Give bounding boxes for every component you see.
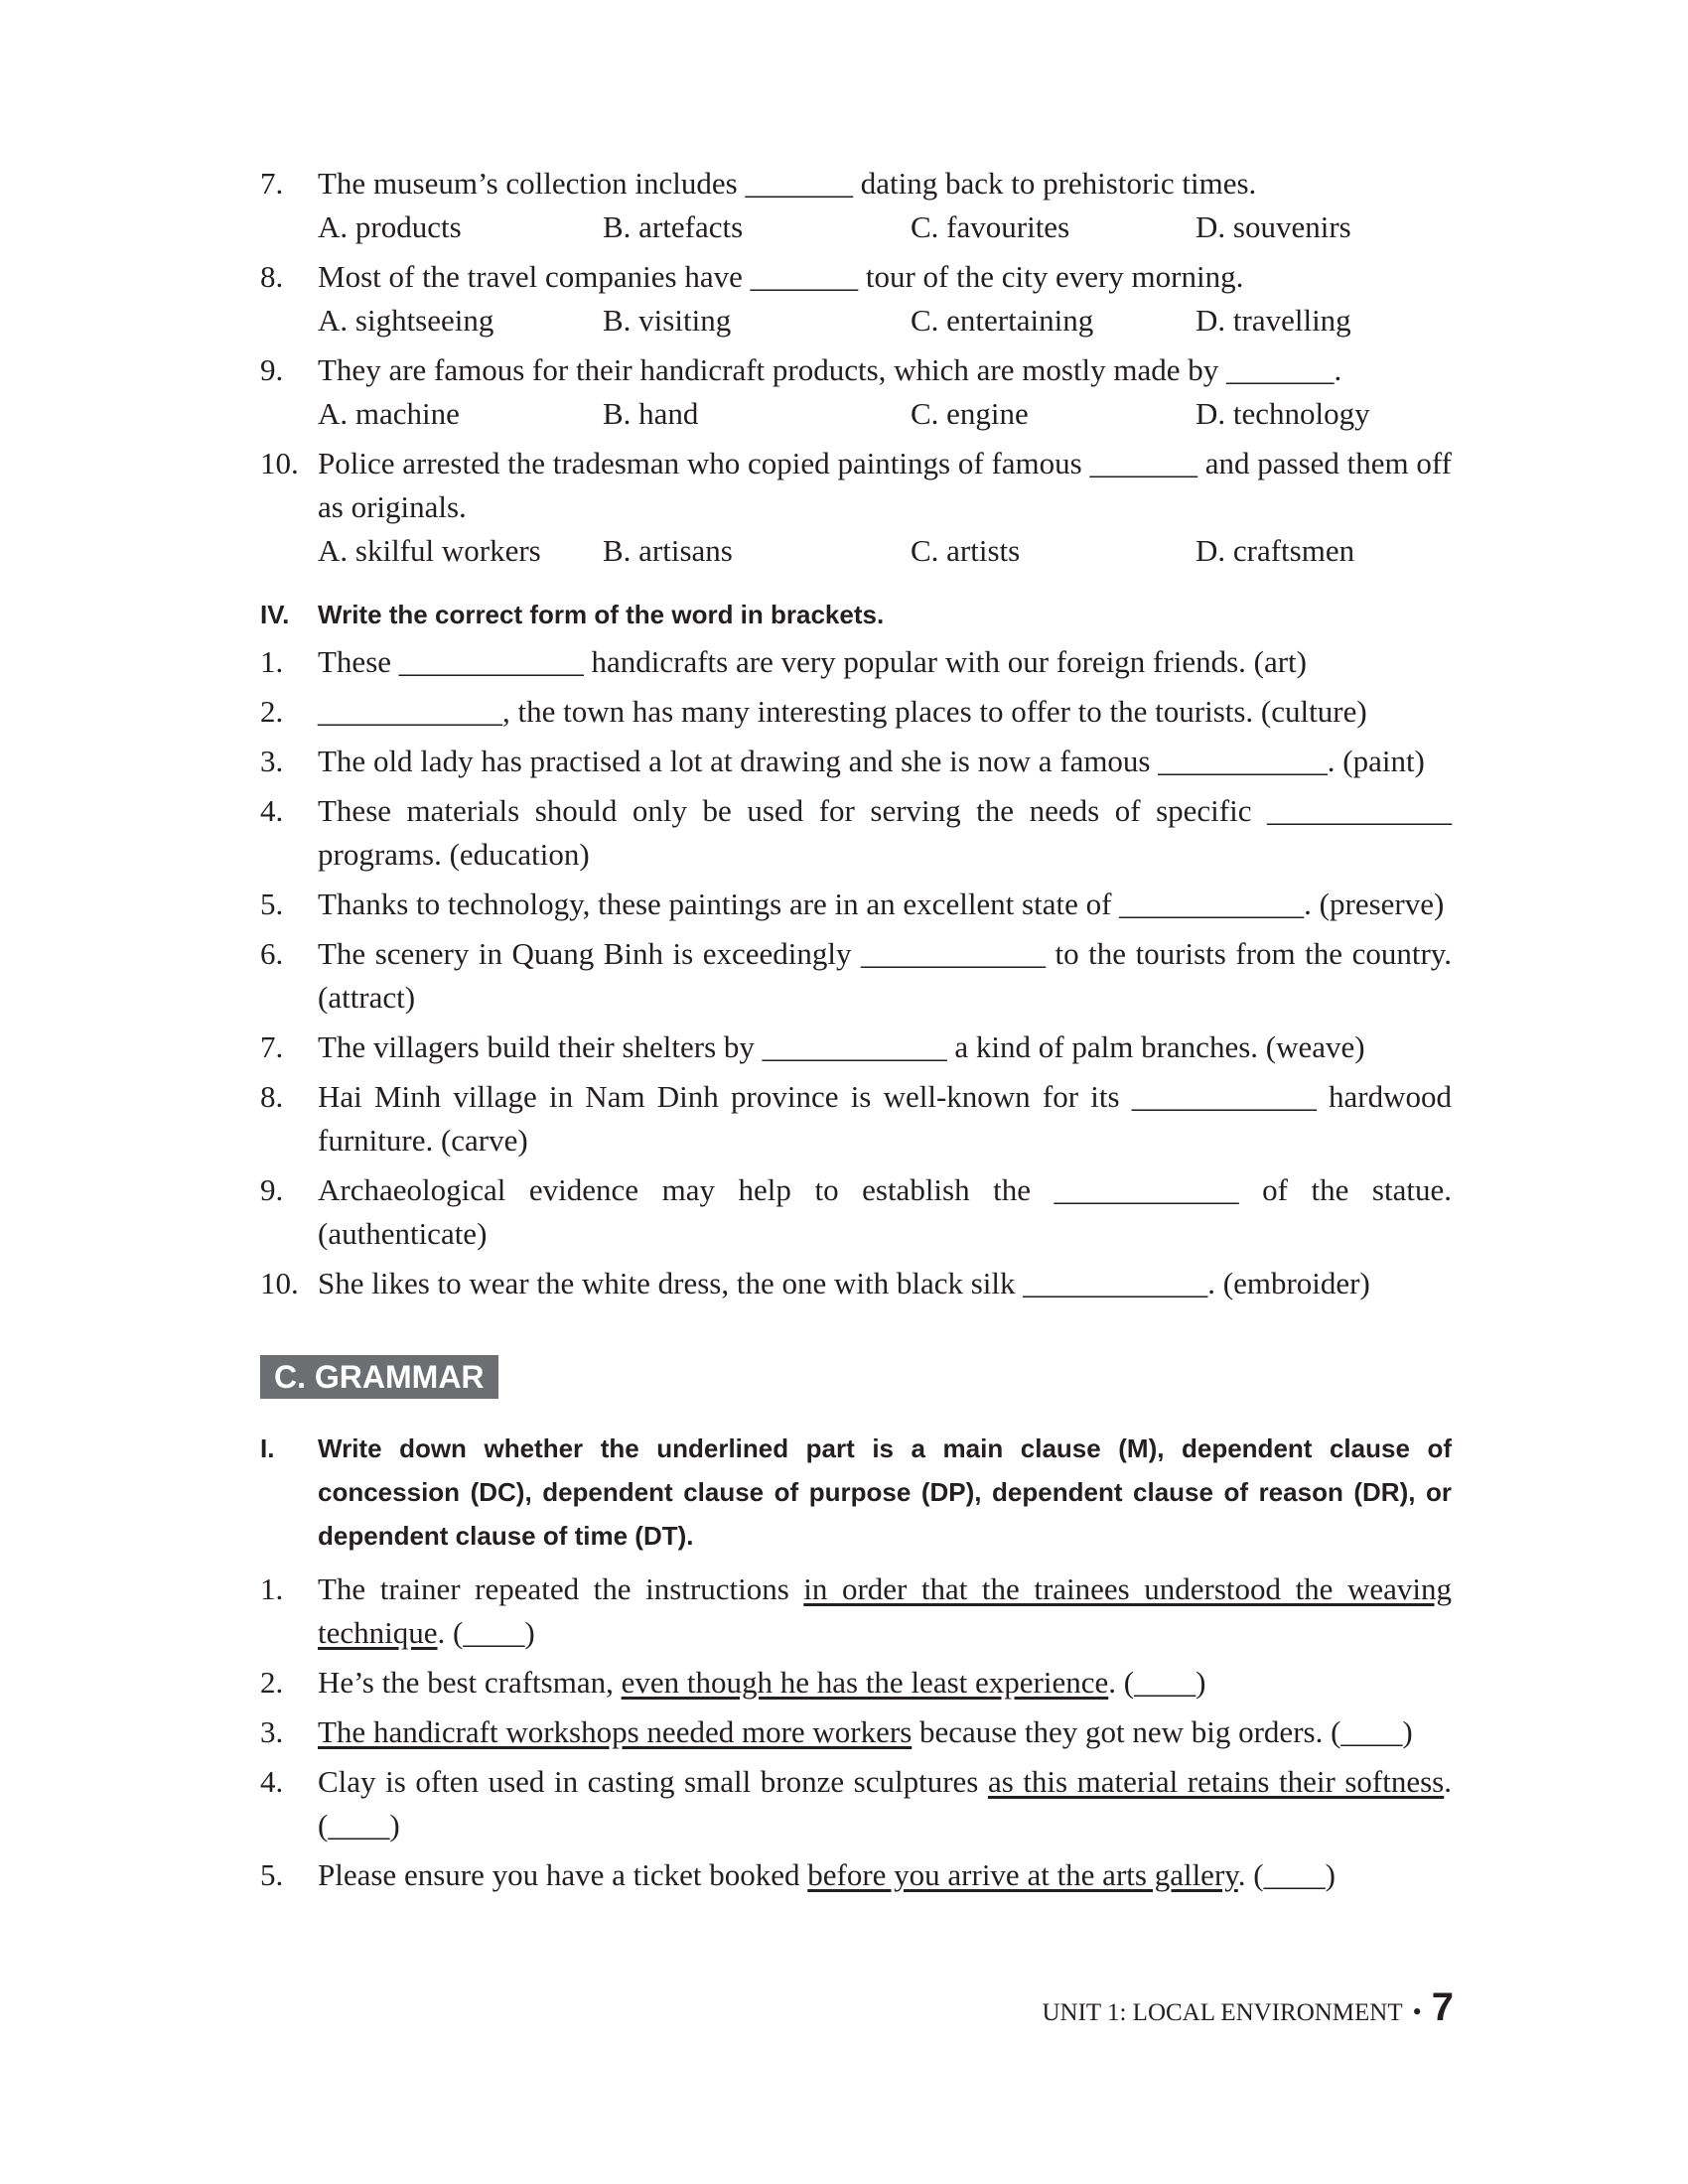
option-d: D. technology [1196,396,1370,431]
item-text [318,1853,1452,1897]
grammar-section-banner: C. GRAMMAR [260,1355,498,1399]
option-b: B. hand [603,396,699,431]
word-form-item [260,1025,1452,1069]
text-before: He’s the best craftsman, [318,1665,622,1700]
mc-question [260,255,1452,342]
section-title: Write down whether the underlined part is a main clause (M), dependent clause of concession (DC), dependent clause of purpose (DP), dependent clause of reason (DR), or dependent clause of time (DT). [318,1433,1452,1551]
item-text: Thanks to technology, these paintings are in an excellent state of ____________. (preserve) [318,887,1445,921]
question-number: 8. [260,259,284,294]
item-text: The scenery in Quang Binh is exceedingly ____________ to the tourists from the country. (attract) [318,936,1452,1015]
option-b: B. artisans [603,533,733,568]
option-b: B. visiting [603,303,732,338]
question-number: 9. [260,352,284,387]
clause-item [260,1760,1452,1847]
item-text: She likes to wear the white dress, the one with black silk ____________. (embroider) [318,1266,1370,1300]
option-a: A. products [318,209,462,244]
item-text: Archaeological evidence may help to establish the ____________ of the statue. (authenticate) [318,1172,1452,1251]
underlined-clause: even though he has the least experience [621,1665,1109,1700]
question-text: They are famous for their handicraft products, which are mostly made by _______. [318,352,1342,387]
underlined-clause: The handicraft workshops needed more workers [318,1714,913,1749]
question-number: 7. [260,166,284,201]
question-text: Police arrested the tradesman who copied paintings of famous _______ and passed them off as originals. [318,446,1452,524]
item-number: 9. [260,1172,284,1207]
word-form-item [260,1262,1452,1305]
section-number: IV. [260,600,290,629]
word-form-item [260,640,1452,684]
text-after: because they got new big orders. (____) [912,1714,1413,1749]
option-a: A. skilful workers [318,533,541,568]
text-before: Clay is often used in casting small bronze sculptures [318,1764,988,1799]
text-before: The trainer repeated the instructions [318,1571,804,1606]
text-after: . (____) [318,1764,1452,1843]
section-iv-heading [260,593,1452,636]
item-number: 6. [260,936,284,971]
item-number: 7. [260,1029,284,1064]
question-text: The museum’s collection includes _______ dating back to prehistoric times. [318,166,1257,201]
question-text: Most of the travel companies have _______ tour of the city every morning. [318,259,1244,294]
word-form-item [260,789,1452,877]
item-number: 4. [260,1764,284,1799]
options-row [318,392,1452,436]
item-number: 10. [260,1266,299,1300]
word-form-item [260,740,1452,783]
option-b: B. artefacts [603,209,744,244]
underlined-clause: before you arrive at the arts gallery [807,1857,1238,1892]
item-number: 1. [260,1571,284,1606]
option-d: D. travelling [1196,303,1351,338]
item-text: ____________, the town has many interesting places to offer to the tourists. (culture) [318,694,1367,729]
item-text: The villagers build their shelters by ____________ a kind of palm branches. (weave) [318,1029,1365,1064]
grammar-exercise-heading [260,1427,1452,1558]
item-number: 8. [260,1079,284,1114]
question-number: 10. [260,446,299,480]
underlined-clause: in order that the trainees understood the weaving technique [318,1571,1452,1650]
item-number: 5. [260,887,284,921]
item-number: 2. [260,694,284,729]
item-number: 5. [260,1857,284,1892]
word-form-item [260,883,1452,926]
item-text [318,1568,1452,1655]
item-text: The old lady has practised a lot at drawing and she is now a famous ___________. (paint) [318,744,1425,778]
clause-item [260,1661,1452,1705]
item-text: These materials should only be used for serving the needs of specific ____________ programs. (education) [318,793,1452,872]
section-number: I. [260,1433,275,1463]
mc-question [260,162,1452,249]
text-after: . (____) [1237,1857,1336,1892]
clause-item [260,1853,1452,1897]
option-a: A. sightseeing [318,303,494,338]
page-number: 7 [1431,1985,1454,2029]
unit-title: UNIT 1: LOCAL ENVIRONMENT [1042,1999,1403,2026]
options-row [318,205,1452,249]
option-d: D. craftsmen [1196,533,1355,568]
mc-question [260,348,1452,436]
item-number: 3. [260,1714,284,1749]
options-row [318,529,1452,573]
option-d: D. souvenirs [1196,209,1351,244]
word-form-item [260,690,1452,734]
item-number: 4. [260,793,284,828]
option-c: C. engine [911,396,1029,431]
underlined-clause: as this material retains their softness [987,1764,1445,1799]
word-form-item [260,1168,1452,1256]
item-text [318,1710,1452,1754]
mc-question [260,442,1452,573]
bullet-separator: • [1412,1997,1422,2026]
word-form-item [260,1075,1452,1162]
page-content [260,162,1452,1903]
clause-item [260,1710,1452,1754]
text-after: . (____) [437,1615,535,1650]
item-number: 2. [260,1665,284,1700]
item-text: Hai Minh village in Nam Dinh province is well-known for its ____________ hardwood furniture. (carve) [318,1079,1452,1158]
option-c: C. artists [911,533,1021,568]
clause-item [260,1568,1452,1655]
item-text [318,1661,1452,1705]
item-text [318,1760,1452,1847]
text-after: . (____) [1108,1665,1206,1700]
word-form-item [260,932,1452,1020]
text-before: Please ensure you have a ticket booked [318,1857,808,1892]
option-a: A. machine [318,396,460,431]
option-c: C. favourites [911,209,1070,244]
page-footer [1042,1985,1454,2030]
section-title: Write the correct form of the word in brackets. [318,600,885,629]
item-number: 1. [260,644,284,679]
item-text: These ____________ handicrafts are very popular with our foreign friends. (art) [318,644,1307,679]
item-number: 3. [260,744,284,778]
option-c: C. entertaining [911,303,1094,338]
options-row [318,299,1452,342]
